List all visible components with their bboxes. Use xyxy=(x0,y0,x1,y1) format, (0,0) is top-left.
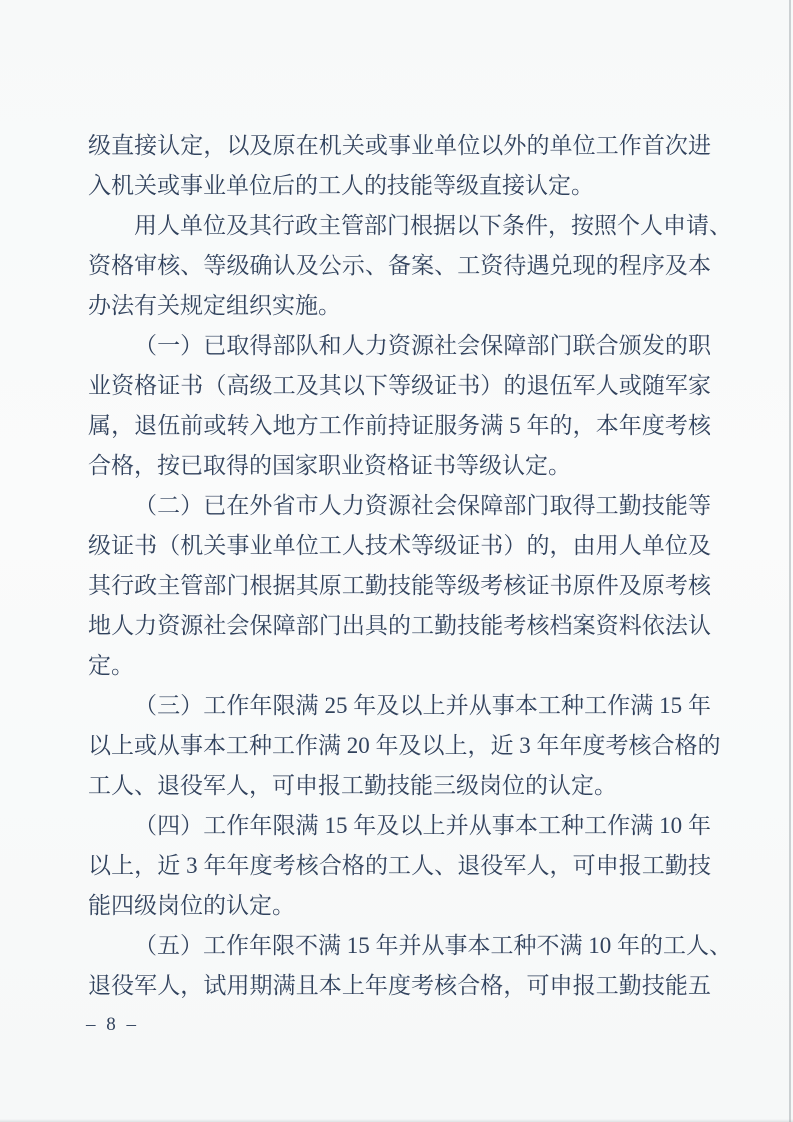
text-line: （三）工作年限满 25 年及以上并从事本工种工作满 15 年 xyxy=(134,693,711,718)
text-line: 地人力资源社会保障部门出具的工勤技能考核档案资料依法认 xyxy=(88,613,711,638)
text-line: 以上，近 3 年年度考核合格的工人、退役军人，可申报工勤技 xyxy=(88,853,711,878)
text-line: 退役军人，试用期满且本上年度考核合格，可申报工勤技能五 xyxy=(88,973,711,998)
text-line: （一）已取得部队和人力资源社会保障部门联合颁发的职 xyxy=(134,333,711,358)
text-line: （四）工作年限满 15 年及以上并从事本工种工作满 10 年 xyxy=(134,813,711,838)
scan-edge-right xyxy=(789,0,791,1122)
text-line: 办法有关规定组织实施。 xyxy=(88,293,341,318)
text-line: 合格，按已取得的国家职业资格证书等级认定。 xyxy=(88,453,571,478)
text-line: 定。 xyxy=(88,653,134,678)
text-line: 属，退伍前或转入地方工作前持证服务满 5 年的，本年度考核 xyxy=(88,413,711,438)
text-line: 业资格证书（高级工及其以下等级证书）的退伍军人或随军家 xyxy=(88,373,711,398)
text-line: 级证书（机关事业单位工人技术等级证书）的，由用人单位及 xyxy=(88,533,711,558)
text-line: 用人单位及其行政主管部门根据以下条件，按照个人申请、 xyxy=(134,213,732,238)
text-line: 资格审核、等级确认及公示、备案、工资待遇兑现的程序及本 xyxy=(88,253,711,278)
text-line: 能四级岗位的认定。 xyxy=(88,893,295,918)
text-line: 以上或从事本工种工作满 20 年及以上，近 3 年年度考核合格的 xyxy=(88,733,721,758)
document-body xyxy=(88,126,732,1006)
text-line: （二）已在外省市人力资源社会保障部门取得工勤技能等 xyxy=(134,493,711,518)
text-line: 入机关或事业单位后的工人的技能等级直接认定。 xyxy=(88,173,594,198)
text-line: 其行政主管部门根据其原工勤技能等级考核证书原件及原考核 xyxy=(88,573,711,598)
text-line: 级直接认定，以及原在机关或事业单位以外的单位工作首次进 xyxy=(88,133,711,158)
text-line: 工人、退役军人，可申报工勤技能三级岗位的认定。 xyxy=(88,773,617,798)
text-line: （五）工作年限不满 15 年并从事本工种不满 10 年的工人、 xyxy=(134,933,732,958)
page-number: – 8 – xyxy=(86,1014,139,1035)
